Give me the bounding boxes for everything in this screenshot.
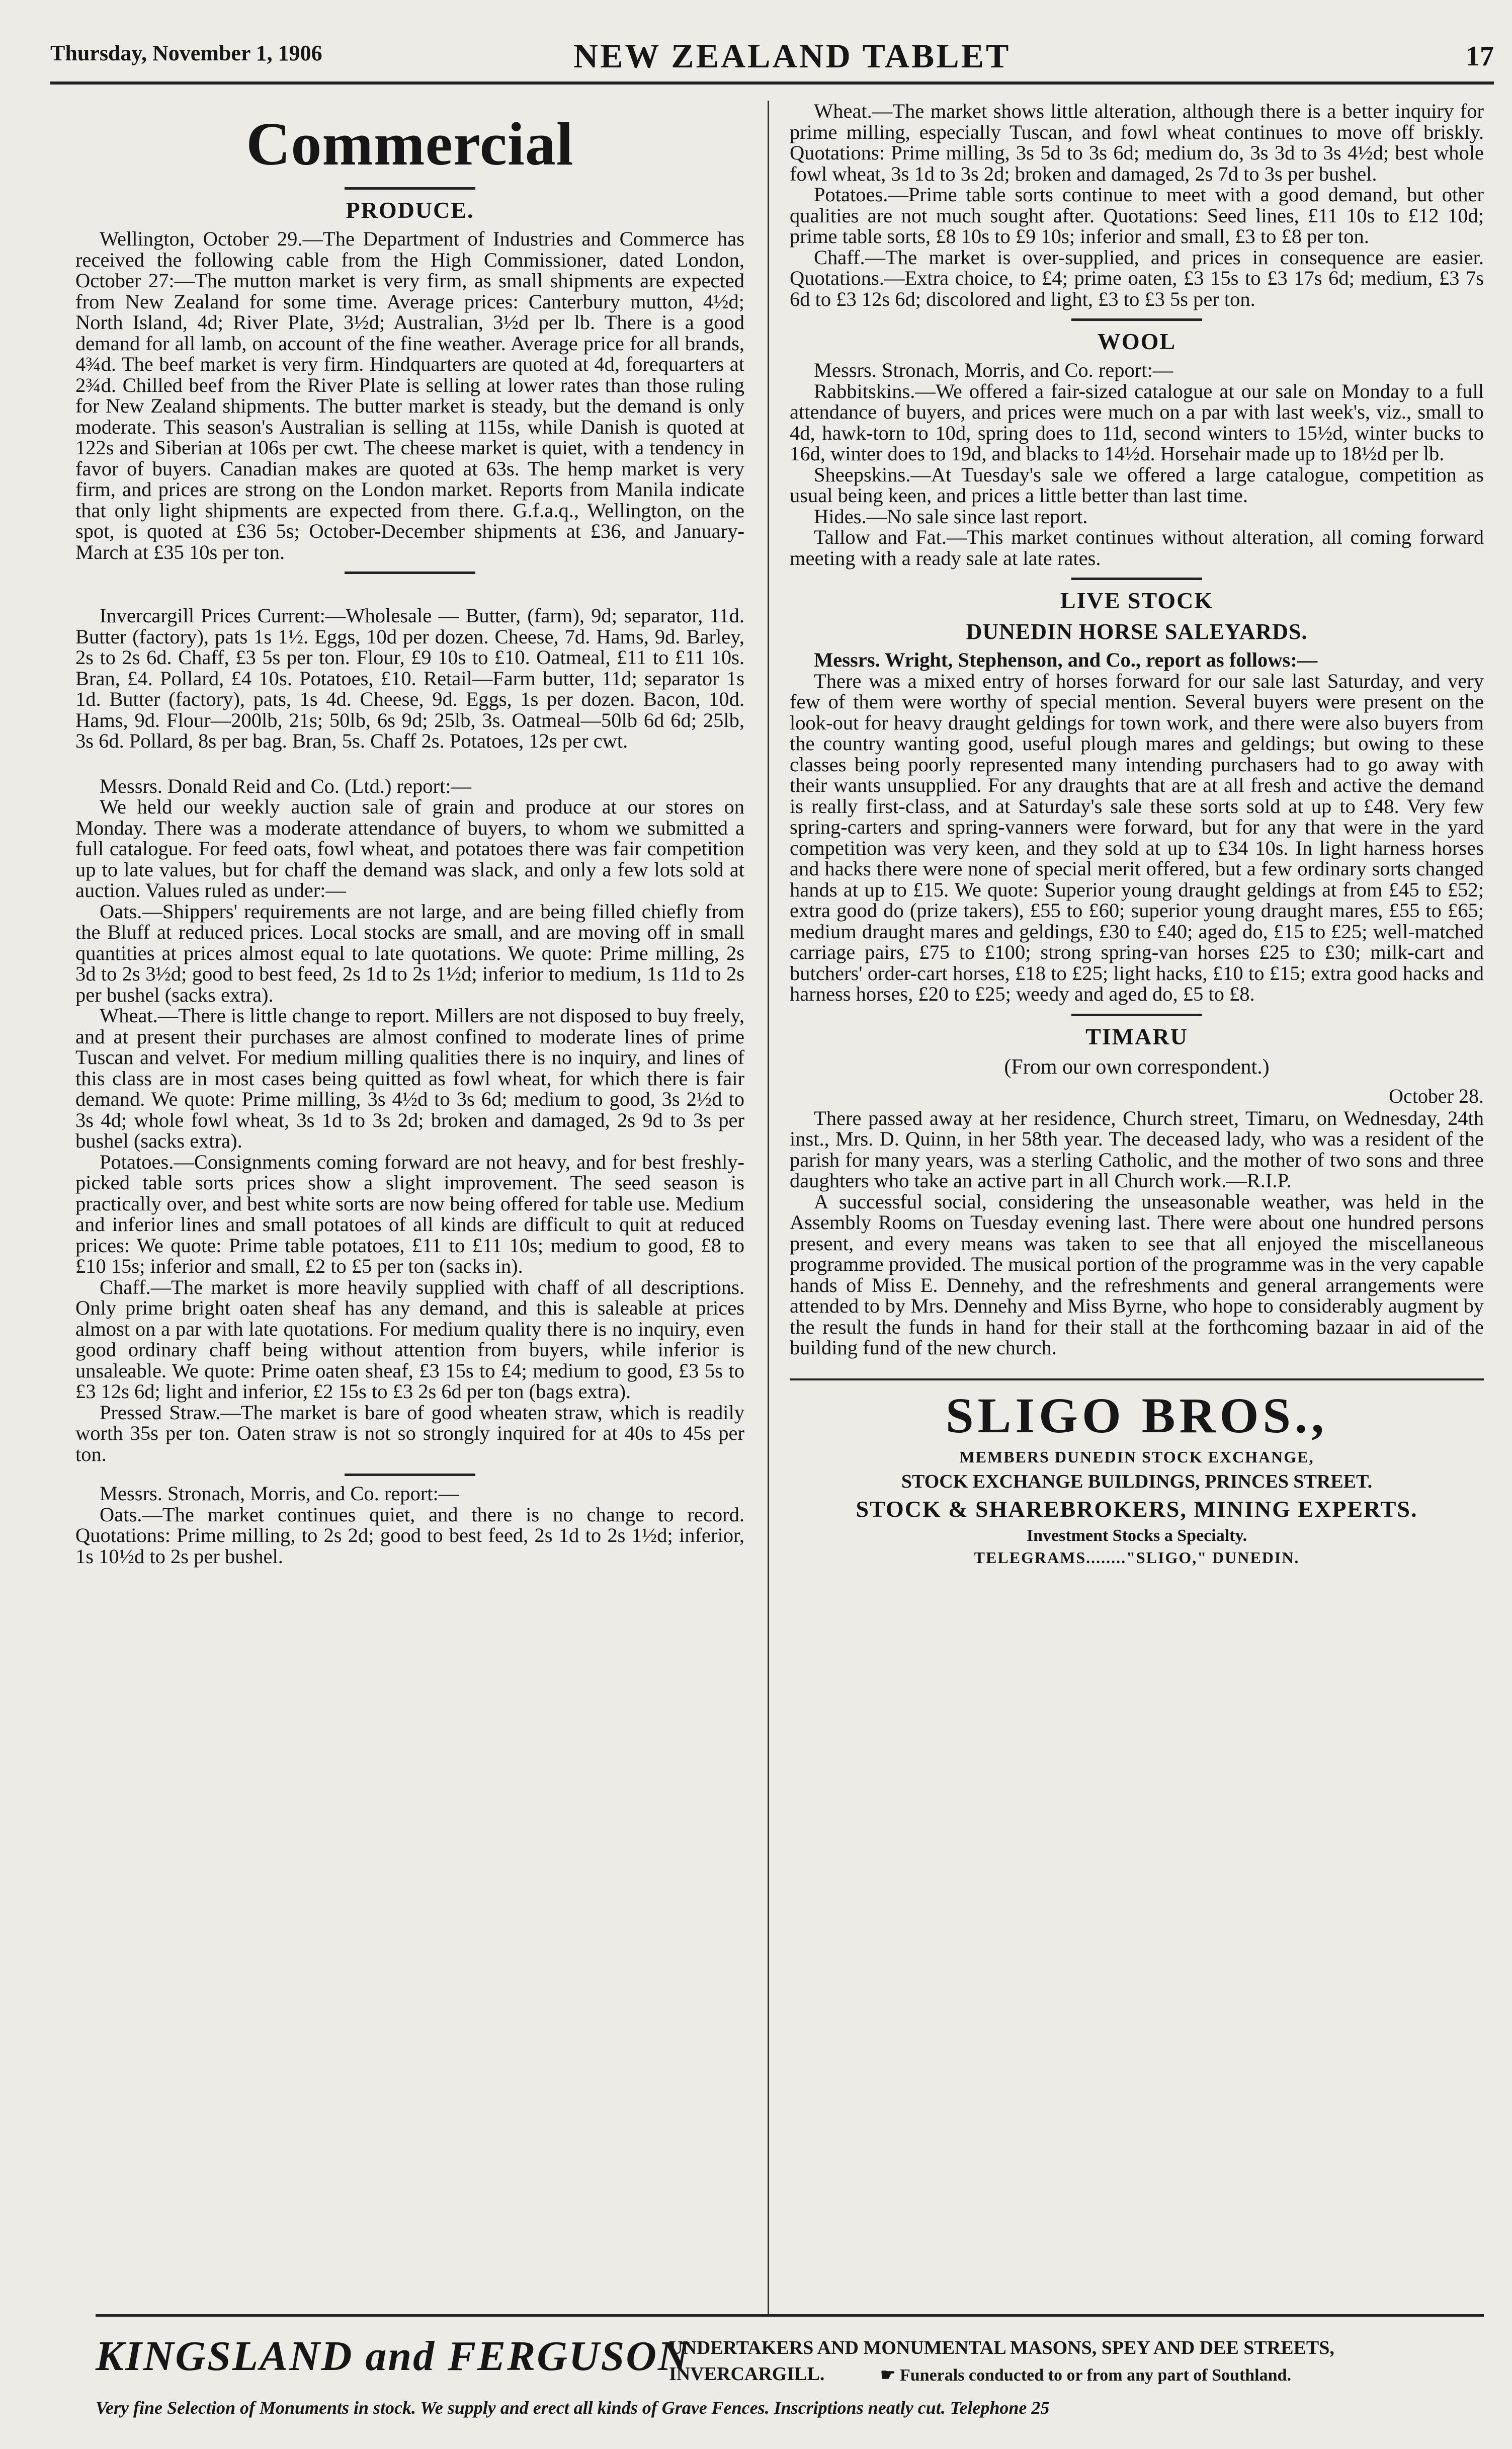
- spacer: [75, 581, 744, 605]
- reid-intro: Messrs. Donald Reid and Co. (Ltd.) report:—: [100, 774, 472, 797]
- sligo-address: STOCK EXCHANGE BUILDINGS, PRINCES STREET.: [901, 1471, 1373, 1492]
- masthead: [50, 36, 1494, 85]
- sligo-investment: Investment Stocks a Specialty.: [1026, 1526, 1247, 1545]
- invercargill-prices: Invercargill Prices Current:—Wholesale — Butter, (farm), 9d; separator, 11d. Butter (factory), pats 1s 1½. Eggs, 10d per dozen. Cheese, 7d. Hams, 9d. Barley, 2s to 2s 6d. Chaff, £3 5s per ton. Flour, £9 10s to £10. Oatmeal, £11 to £11 10s. Bran, £4. Pollard, £4 10s. Potatoes, £10. Retail—Farm butter, 11d; separator 1s 1d. Butter (factory), pats, 1s 4d. Cheese, 9d. Eggs, 1s per dozen. Bacon, 10d. Hams, 9d. Flour—200lb, 21s; 50lb, 6s 9d; 25lb, 3s. Oatmeal—50lb 6d 6d; 25lb, 3s 6d. Pollard, 8s per bag. Bran, 5s. Chaff 2s. Potatoes, 12s per cwt.: [75, 604, 744, 753]
- spacer: [75, 752, 744, 776]
- tallow-report: Tallow and Fat.—This market continues without alteration, all coming forward meeting with a ready sale at late rates.: [790, 526, 1484, 569]
- rabbitskins-report: Rabbitskins.—We offered a fair-sized catalogue at our sale on Monday to a full attendance of buyers, and prices were much on a par with last week's, viz., small to 4d, hawk-torn to 10d, spring does to 11d, second winters to 15½d, winter bucks to 16d, winter does to 19d, and blacks to 14½d. Horsehair made up to 18½d per lb.: [790, 379, 1484, 465]
- column-divider: [768, 101, 769, 2314]
- footer-description: UNDERTAKERS AND MONUMENTAL MASONS, SPEY AND DEE STREETS,: [669, 2337, 1334, 2358]
- wool-heading: WOOL: [1097, 329, 1177, 354]
- horse-saleyards-heading: DUNEDIN HORSE SALEYARDS.: [966, 619, 1308, 644]
- stronach-potatoes: Potatoes.—Prime table sorts continue to meet with a good demand, but other qualities are not much sought after. Quotations: Seed lines, £11 10s to £12 10d; prime table sorts, £8 10s to £9 10s; inferior and small, £3 to £8 per ton.: [790, 183, 1484, 248]
- title-rule: [345, 187, 475, 190]
- newspaper-title: NEW ZEALAND TABLET: [573, 37, 1011, 75]
- section-rule: [1071, 1014, 1202, 1016]
- reid-oats: Oats.—Shippers' requirements are not large, and are being filled chiefly from the Bluff at reduced prices. Local stocks are small, and are moving off in small quantities at prices almost equal to late quotations. We quote: Prime milling, 2s 3d to 2s 3½d; good to best feed, 2s 1d to 2s 1½d; inferior to medium, 1s 11d to 2s per bushel (sacks extra).: [75, 900, 744, 1006]
- sligo-telegrams: TELEGRAMS........"SLIGO," DUNEDIN.: [974, 1548, 1300, 1567]
- reid-straw: Pressed Straw.—The market is bare of good wheaten straw, which is readily worth 35s per ton. Oaten straw is not so strongly inquired for at 40s to 45s per ton.: [75, 1401, 744, 1465]
- timaru-obituary: There passed away at her residence, Church street, Timaru, on Wednesday, 24th inst., Mrs. D. Quinn, in her 58th year. The deceased lady, who was a resident of the parish for many years, was a sterling Catholic, and the mother of two sons and three daughters who take an active part in all Church work.—R.I.P.: [790, 1106, 1484, 1192]
- produce-heading: PRODUCE.: [346, 197, 474, 223]
- live-stock-heading: LIVE STOCK: [1060, 588, 1214, 613]
- stronach-oats: Oats.—The market continues quiet, and there is no change to record. Quotations: Prime milling, to 2s 2d; good to best feed, 2s 1d to 2s 1½d; inferior, 1s 10½d to 2s per bushel.: [75, 1503, 744, 1568]
- footer-stock-note: Very fine Selection of Monuments in stock. We supply and erect all kinds of Grave Fences. Inscriptions neatly cut. Telephone 25: [96, 2398, 1050, 2418]
- sligo-business: STOCK & SHAREBROKERS, MINING EXPERTS.: [856, 1496, 1418, 1522]
- page-number: 17: [1466, 41, 1494, 72]
- reid-potatoes: Potatoes.—Consignments coming forward are not heavy, and for best freshly-picked table sorts prices show a slight improvement. The seed season is practically over, and best white sorts are now being offered for table use. Medium and inferior lines and small potatoes of all kinds are difficult to quit at reduced prices: We quote: Prime table potatoes, £11 to £11 10s; medium to good, £8 to £10 15s; inferior and small, £2 to £5 per ton (sacks in).: [75, 1150, 744, 1278]
- sheepskins-report: Sheepskins.—At Tuesday's sale we offered a large catalogue, competition as usual being keen, and prices a little better than last time.: [790, 463, 1484, 507]
- horse-intro: Messrs. Wright, Stephenson, and Co., report as follows:—: [814, 648, 1318, 671]
- reid-body: We held our weekly auction sale of grain and produce at our stores on Monday. There was a moderate attendance of buyers, to whom we submitted a full catalogue. For feed oats, fowl wheat, and potatoes there was fair competition up to late values, but for chaff the demand was slack, and only a few lots sold at auction. Values ruled as under:—: [75, 795, 744, 902]
- footer-advertisement: [96, 2314, 1484, 2437]
- wellington-report: Wellington, October 29.—The Department of Industries and Commerce has received the following cable from the High Commissioner, dated London, October 27:—The mutton market is very firm, as small shipments are expected from New Zealand for some time. Average prices: Canterbury mutton, 4½d; North Island, 4d; River Plate, 3½d; Australian, 3½d per lb. There is a good demand for all lamb, on account of the fine weather. Average price for all brands, 4¾d. The beef market is very firm. Hindquarters are quoted at 4d, forequarters at 2¾d. Chilled beef from the River Plate is selling at lower rates than those ruling for New Zealand shipments. The butter market is steady, but the demand is only moderate. This season's Australian is selling at 115s, while Danish is quoted at 122s and Siberian at 106s per cwt. The cheese market is quiet, with a tendency in favor of buyers. Canadian makes are quoted at 63s. The hemp market is very firm, and prices are strong on the London market. Reports from Manila indicate that only light shipments are expected from there. G.f.a.q., Wellington, on the spot, is quoted at £36 5s; October-December shipments at £36, and January-March at £35 10s per ton.: [75, 227, 744, 563]
- section-rule: [345, 1474, 475, 1476]
- wool-intro: Messrs. Stronach, Morris, and Co. report:—: [814, 359, 1173, 381]
- section-rule: [1071, 578, 1202, 580]
- section-title: Commercial: [246, 110, 574, 178]
- horse-report: There was a mixed entry of horses forward for our sale last Saturday, and very few of them were worthy of special mention. Several buyers were present on the look-out for heavy draught geldings for town work, and there were also buyers from the country wanting good, useful plough mares and geldings; but owing to these classes being poorly represented many intending purchasers had to go away with their wants unsupplied. For any draughts that are at all fresh and active the demand is really first-class, and at Saturday's sale these sorts sold at up to £48. Very few spring-carters and spring-vanners were forward, but for any that were in the yard competition was very keen, and they sold at up to £34 10s. In light harness horses and hacks there were none of special merit offered, but a few ordinary sorts changed hands at up to £15. We quote: Superior young draught geldings at from £45 to £52; extra good do (prize takers), £55 to £60; superior young draught mares, £55 to £65; medium draught mares and geldings, £30 to £40; aged do, £15 to £25; well-matched carriage pairs, £75 to £100; strong spring-van horses £25 to £30; milk-cart and butchers' order-cart horses, £18 to £25; light hacks, £10 to £15; extra good hacks and harness horses, £20 to £25; weedy and aged do, £5 to £8.: [790, 669, 1484, 1005]
- stronach-chaff: Chaff.—The market is over-supplied, and prices in consequence are easier. Quotations.—Extra choice, to £4; prime oaten, £3 15s to £3 17s 6d; medium, £3 7s 6d to £3 12s 6d; discolored and light, £3 to £3 5s per ton.: [790, 246, 1484, 310]
- footer-firm-name: KINGSLAND and FERGUSON: [96, 2333, 690, 2380]
- timaru-heading: TIMARU: [1085, 1023, 1188, 1049]
- reid-wheat: Wheat.—There is little change to report. Millers are not disposed to buy freely, and at present their purchases are almost confined to moderate lines of prime Tuscan and velvet. For medium milling qualities there is no inquiry, and lines of this class are in most cases being quitted as fowl wheat, for which there is fair demand. We quote: Prime milling, 3s 4½d to 3s 6d; medium to good, 3s 2½d to 3s 4d; whole fowl wheat, 3s 1d to 3s 2d; broken and damaged, 2s 9d to 3s per bushel (sacks extra).: [75, 1004, 744, 1153]
- stronach-wheat: Wheat.—The market shows little alteration, although there is a better inquiry for prime milling, especially Tuscan, and fowl wheat continues to move off briskly. Quotations: Prime milling, 3s 5d to 3s 6d; medium do, 3s 3d to 3s 4½d; best whole fowl wheat, 3s 1d to 3s 2d; broken and damaged, 2s 7d to 3s per bushel.: [790, 100, 1484, 185]
- right-column: [790, 101, 1484, 1567]
- timaru-date: October 28.: [1389, 1084, 1484, 1107]
- issue-date: Thursday, November 1, 1906: [50, 41, 322, 65]
- reid-chaff: Chaff.—The market is more heavily supplied with chaff of all descriptions. Only prime bright oaten sheaf has any demand, and this is saleable at prices almost on a par with late quotations. For medium quality there is no inquiry, even good ordinary chaff being without attention from buyers, while inferior is unsaleable. We quote: Prime oaten sheaf, £3 15s to £4; medium to good, £3 5s to £3 12s 6d; light and inferior, £2 15s to £3 2s 6d per ton (bags extra).: [75, 1275, 744, 1403]
- timaru-subheading: (From our own correspondent.): [1004, 1055, 1270, 1079]
- section-rule: [1071, 318, 1202, 321]
- footer-town: INVERCARGILL.: [669, 2363, 825, 2385]
- left-column: [75, 101, 744, 1567]
- sligo-title: SLIGO BROS.,: [945, 1387, 1328, 1443]
- footer-funerals: ☛ Funerals conducted to or from any part of Southland.: [880, 2366, 1291, 2385]
- hides-report: Hides.—No sale since last report.: [814, 505, 1088, 528]
- sligo-members: MEMBERS DUNEDIN STOCK EXCHANGE,: [959, 1447, 1314, 1466]
- stronach-intro: Messrs. Stronach, Morris, and Co. report:—: [100, 1482, 459, 1505]
- timaru-social: A successful social, considering the unseasonable weather, was held in the Assembly Rooms on Tuesday evening last. There were about one hundred persons present, and every means was taken to see that all enjoyed the miscellaneous programme provided. The musical portion of the programme was in the very capable hands of Miss E. Dennehy, and the refreshments and general arrangements were attended to by Mrs. Dennehy and Miss Byrne, who hope to considerably augment by the result the funds in hand for their stall at the forthcoming bazaar in aid of the building fund of the new church.: [790, 1190, 1484, 1359]
- sligo-advertisement: [790, 1378, 1484, 1567]
- section-rule: [345, 572, 475, 574]
